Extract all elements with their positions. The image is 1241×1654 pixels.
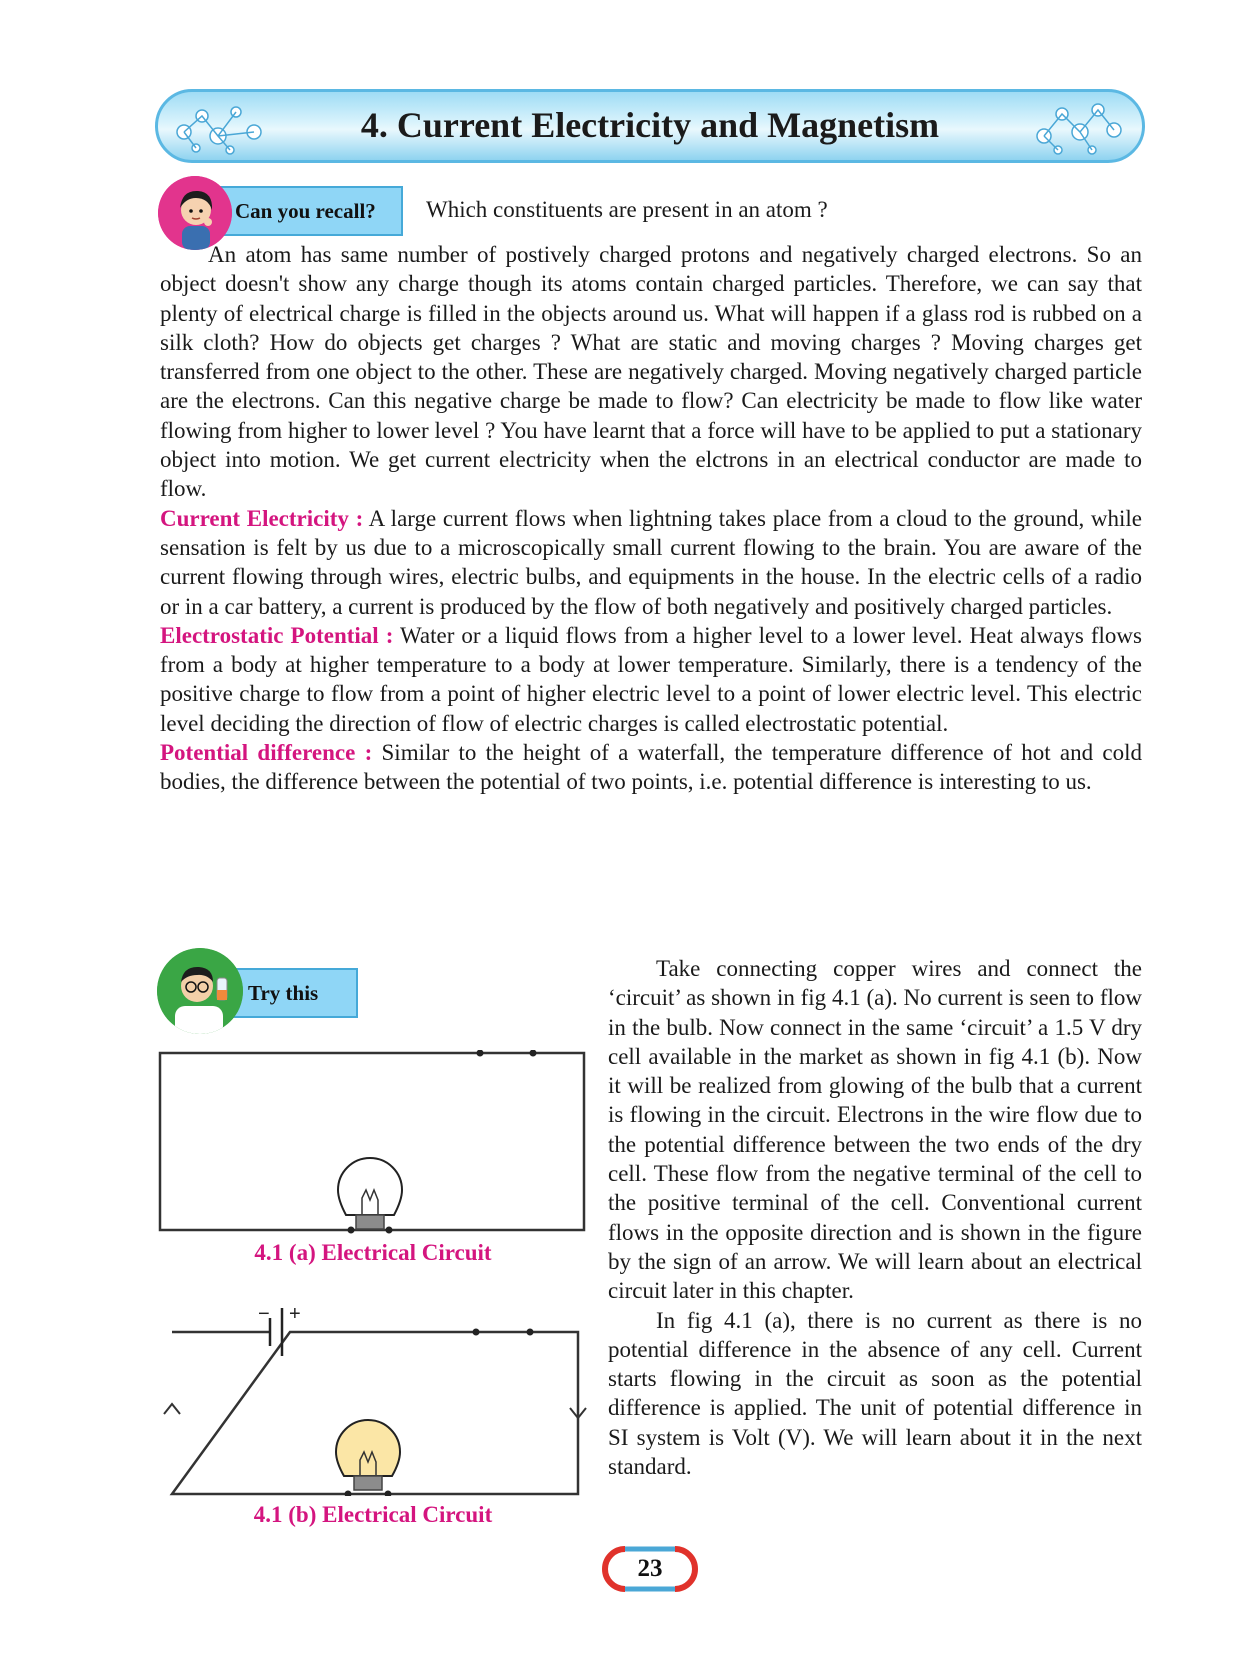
- section-current-electricity-text: A large current flows when lightning takes place from a cloud to the ground, while sensation is felt by us due to a microscopically small current flowing to the brain. You are aware of the current flowing through wires, electric bulbs, and equipments in the house. In the electric cells of a radio or in a car battery, a current is produced by the flow of both negatively and positively charged particles.: [160, 505, 1142, 619]
- molecule-decoration-right-icon: [1014, 92, 1134, 160]
- wire-terminal-a1: [477, 1050, 484, 1057]
- try-this-paragraph-1: Take connecting copper wires and connect the ‘circuit’ as shown in fig 4.1 (a). No current is seen to flow in the bulb. Now connect in the same ‘circuit’ a 1.5 V dry cell available in the market as shown in fig 4.1 (b). Now it will be realized from glowing of the bulb that a current is flowing in the circuit. Electrons in the wire flow due to the potential difference between the two ends of the dry cell. These flow from the negative terminal of the cell to the positive terminal of the cell. Conventional current flows in the opposite direction and is shown in the figure by the sign of an arrow. We will learn about an electrical circuit later in this chapter.: [608, 956, 1142, 1304]
- girl-thinking-avatar: [158, 176, 232, 250]
- section-potential-difference: [160, 738, 1142, 797]
- girl-avatar-icon: [158, 176, 232, 250]
- recall-badge-label: Can you recall?: [235, 199, 376, 223]
- bulb-unlit-icon: [338, 1158, 402, 1229]
- intro-paragraph: An atom has same number of postively charged protons and negatively charged electrons. So an object doesn't show any charge though its atoms contain charged particles. Therefore, we can say that plenty of electrical charge is filled in the objects around us. What will happen if a glass rod is rubbed on a silk cloth? How do objects get charges ? What are static and moving charges ? Moving charges get transferred from one object to the other. These are negatively charged. Moving negatively charged particle are the electrons. Can this negative charge be made to flow? Can electricity be made to flow like water flowing from higher to lower level ? You have learnt that a force will have to be applied to put a stationary object into motion. We get current electricity when the elctrons in an electrical conductor are made to flow.: [160, 242, 1142, 502]
- scientist-avatar-icon: [157, 948, 243, 1034]
- cell-plus-sign: +: [289, 1303, 301, 1325]
- main-text: [160, 240, 1142, 797]
- term-electrostatic-potential: Electrostatic Potential :: [160, 622, 394, 648]
- chapter-banner: [155, 89, 1145, 163]
- cell-minus-sign: −: [258, 1303, 270, 1325]
- try-this-badge-label: Try this: [248, 981, 319, 1005]
- figure-b-caption: 4.1 (b) Electrical Circuit: [253, 1502, 493, 1527]
- try-this-text: [608, 954, 1142, 1481]
- try-this-paragraph-2: In fig 4.1 (a), there is no current as there is no potential difference in the absence of any cell. Current starts flowing in the circuit as soon as the potential difference is applied. The unit of potential difference in SI system is Volt (V). We will learn about it in the next standard.: [608, 1307, 1142, 1480]
- chapter-title: 4. Current Electricity and Magnetism: [360, 105, 940, 145]
- section-electrostatic-potential-text: Water or a liquid flows from a higher level to a lower level. Heat always flows from a body at higher temperature to a body at lower temperature. Similarly, there is a tendency of the positive charge to flow from a point of higher electric level to a point of lower electric level. This electric level deciding the direction of flow of electric charges is called electrostatic potential.: [160, 622, 1142, 736]
- page-number: 23: [637, 1555, 663, 1582]
- section-electrostatic-potential: [160, 621, 1142, 738]
- term-current-electricity: Current Electricity :: [160, 505, 364, 531]
- dry-cell-icon: [270, 1308, 282, 1356]
- recall-badge: [205, 186, 403, 236]
- wire-terminal-a2: [530, 1050, 537, 1057]
- current-arrow-up-icon: [164, 1404, 180, 1414]
- circuit-figure-a: [158, 1050, 588, 1235]
- term-potential-difference: Potential difference :: [160, 740, 373, 766]
- scientist-avatar: [157, 948, 243, 1034]
- figure-a-caption: 4.1 (a) Electrical Circuit: [254, 1240, 492, 1265]
- circuit-figure-b: [158, 1296, 588, 1496]
- section-potential-difference-text: Similar to the height of a waterfall, the temperature difference of hot and cold bodies, the difference between the potential of two points, i.e. potential difference is interesting to us.: [160, 740, 1142, 795]
- recall-question: Which constituents are present in an atom ?: [426, 197, 828, 222]
- page-number-badge: [595, 1545, 705, 1593]
- section-current-electricity: [160, 504, 1142, 621]
- bulb-glowing-icon: [336, 1420, 400, 1490]
